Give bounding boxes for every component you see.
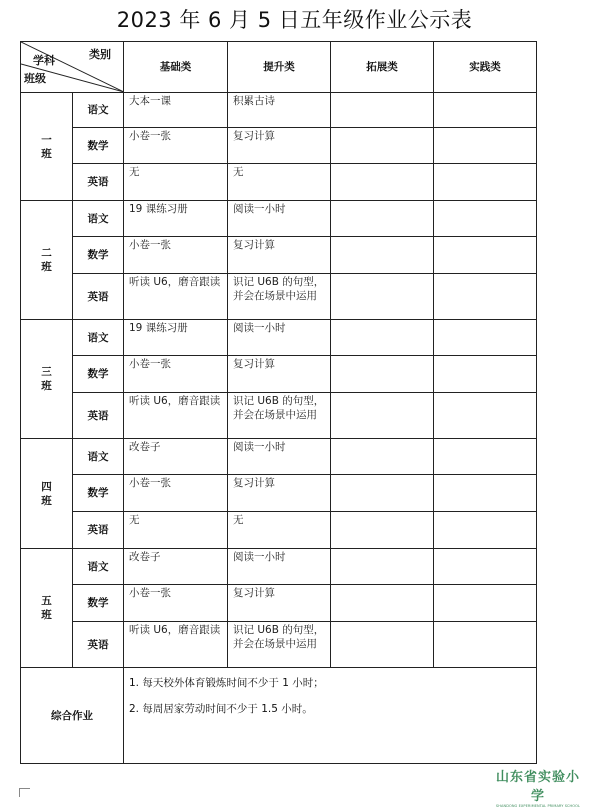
col-header-basic: 基础类 xyxy=(124,42,228,93)
diag-subject-label: 学科 xyxy=(33,54,55,67)
col-header-practice: 实践类 xyxy=(434,42,537,93)
logo-text-cn: 山东省实验小学 xyxy=(495,770,580,804)
header-diagonal-cell xyxy=(21,42,124,93)
class-name-char: 班 xyxy=(41,147,52,160)
basic-homework-cell xyxy=(124,274,228,320)
table-row xyxy=(21,128,537,164)
basic-homework-text: 小卷一张 xyxy=(129,239,171,251)
practice-homework-cell xyxy=(434,393,537,439)
basic-homework-text: 改卷子 xyxy=(129,441,161,453)
expand-homework-cell xyxy=(331,512,434,549)
subject-cell: 英语 xyxy=(73,164,124,201)
advance-homework-cell xyxy=(228,128,331,164)
advance-homework-text: 复习计算 xyxy=(233,239,275,251)
basic-homework-cell xyxy=(124,512,228,549)
table-row xyxy=(21,320,537,356)
summary-row xyxy=(21,668,537,764)
advance-homework-cell xyxy=(228,201,331,237)
basic-homework-text: 19 课练习册 xyxy=(129,203,188,215)
practice-homework-cell xyxy=(434,585,537,622)
class-name-cell xyxy=(21,201,73,320)
advance-homework-text: 识记 U6B 的句型，并会在场景中运用 xyxy=(233,624,325,650)
basic-homework-text: 小卷一张 xyxy=(129,587,171,599)
subject-cell: 英语 xyxy=(73,393,124,439)
advance-homework-text: 复习计算 xyxy=(233,587,275,599)
basic-homework-cell xyxy=(124,549,228,585)
table-row xyxy=(21,356,537,393)
practice-homework-cell xyxy=(434,320,537,356)
subject-cell: 语文 xyxy=(73,320,124,356)
advance-homework-cell xyxy=(228,320,331,356)
advance-homework-cell xyxy=(228,622,331,668)
table-row xyxy=(21,393,537,439)
logo-text-en: SHANDONG EXPERIMENTAL PRIMARY SCHOOL xyxy=(495,804,581,808)
advance-homework-text: 积累古诗 xyxy=(233,95,275,107)
advance-homework-text: 无 xyxy=(233,166,244,178)
basic-homework-text: 小卷一张 xyxy=(129,358,171,370)
advance-homework-cell xyxy=(228,164,331,201)
class-name-char: 四 xyxy=(41,480,52,493)
expand-homework-cell xyxy=(331,237,434,274)
subject-cell: 数学 xyxy=(73,128,124,164)
class-name-char: 一 xyxy=(41,133,52,146)
class-name-char: 班 xyxy=(41,380,52,392)
class-name-char: 班 xyxy=(41,494,52,507)
class-name-char: 三 xyxy=(41,366,52,378)
basic-homework-text: 19 课练习册 xyxy=(129,322,188,334)
class-name-cell xyxy=(21,93,73,201)
class-name-char: 班 xyxy=(41,609,52,621)
advance-homework-cell xyxy=(228,585,331,622)
header-row xyxy=(21,42,537,93)
advance-homework-cell xyxy=(228,356,331,393)
practice-homework-cell xyxy=(434,93,537,128)
summary-content xyxy=(124,668,537,764)
practice-homework-cell xyxy=(434,237,537,274)
class-name-char: 二 xyxy=(41,247,52,259)
expand-homework-cell xyxy=(331,622,434,668)
subject-cell: 语文 xyxy=(73,549,124,585)
basic-homework-text: 听读 U6，磨音跟读 xyxy=(129,624,221,636)
advance-homework-text: 无 xyxy=(233,514,244,526)
subject-cell: 数学 xyxy=(73,585,124,622)
advance-homework-cell xyxy=(228,237,331,274)
basic-homework-text: 小卷一张 xyxy=(129,477,171,489)
practice-homework-cell xyxy=(434,622,537,668)
basic-homework-cell xyxy=(124,164,228,201)
basic-homework-cell xyxy=(124,622,228,668)
practice-homework-cell xyxy=(434,549,537,585)
subject-cell: 语文 xyxy=(73,201,124,237)
practice-homework-cell xyxy=(434,475,537,512)
class-name-cell xyxy=(21,320,73,439)
advance-homework-text: 阅读一小时 xyxy=(233,441,286,453)
basic-homework-cell xyxy=(124,393,228,439)
table-row xyxy=(21,237,537,274)
expand-homework-cell xyxy=(331,439,434,475)
basic-homework-text: 小卷一张 xyxy=(129,130,171,142)
expand-homework-cell xyxy=(331,128,434,164)
expand-homework-cell xyxy=(331,93,434,128)
table-row xyxy=(21,93,537,128)
subject-cell: 语文 xyxy=(73,93,124,128)
expand-homework-cell xyxy=(331,201,434,237)
subject-cell: 数学 xyxy=(73,475,124,512)
table-row xyxy=(21,549,537,585)
advance-homework-cell xyxy=(228,274,331,320)
advance-homework-text: 识记 U6B 的句型，并会在场景中运用 xyxy=(233,395,325,421)
practice-homework-cell xyxy=(434,439,537,475)
advance-homework-text: 阅读一小时 xyxy=(233,551,286,563)
advance-homework-cell xyxy=(228,93,331,128)
subject-cell: 英语 xyxy=(73,274,124,320)
class-name-char: 班 xyxy=(41,261,52,273)
table-row xyxy=(21,512,537,549)
expand-homework-cell xyxy=(331,475,434,512)
practice-homework-cell xyxy=(434,274,537,320)
col-header-advance: 提升类 xyxy=(228,42,331,93)
class-name-cell xyxy=(21,549,73,668)
expand-homework-cell xyxy=(331,549,434,585)
advance-homework-text: 复习计算 xyxy=(233,358,275,370)
expand-homework-cell xyxy=(331,274,434,320)
school-logo xyxy=(490,766,586,808)
table-row xyxy=(21,622,537,668)
practice-homework-cell xyxy=(434,356,537,393)
basic-homework-cell xyxy=(124,128,228,164)
practice-homework-cell xyxy=(434,512,537,549)
col-header-expand: 拓展类 xyxy=(331,42,434,93)
advance-homework-text: 识记 U6B 的句型，并会在场景中运用 xyxy=(233,276,325,302)
basic-homework-cell xyxy=(124,585,228,622)
homework-table xyxy=(20,41,537,764)
summary-item: 1. 每天校外体育锻炼时间不少于 1 小时； xyxy=(129,677,324,689)
expand-homework-cell xyxy=(331,356,434,393)
practice-homework-cell xyxy=(434,164,537,201)
expand-homework-cell xyxy=(331,585,434,622)
expand-homework-cell xyxy=(331,320,434,356)
advance-homework-text: 阅读一小时 xyxy=(233,203,286,215)
advance-homework-text: 复习计算 xyxy=(233,477,275,489)
basic-homework-text: 听读 U6，磨音跟读 xyxy=(129,395,221,407)
advance-homework-cell xyxy=(228,439,331,475)
subject-cell: 数学 xyxy=(73,356,124,393)
diag-category-label: 类别 xyxy=(89,48,111,61)
table-row xyxy=(21,475,537,512)
table-row xyxy=(21,274,537,320)
basic-homework-cell xyxy=(124,356,228,393)
advance-homework-cell xyxy=(228,512,331,549)
diag-class-label: 班级 xyxy=(24,72,46,85)
basic-homework-cell xyxy=(124,237,228,274)
advance-homework-text: 复习计算 xyxy=(233,130,275,142)
expand-homework-cell xyxy=(331,164,434,201)
basic-homework-text: 大本一课 xyxy=(129,95,171,107)
basic-homework-text: 改卷子 xyxy=(129,551,161,563)
table-row xyxy=(21,439,537,475)
expand-homework-cell xyxy=(331,393,434,439)
subject-cell: 英语 xyxy=(73,622,124,668)
summary-label: 综合作业 xyxy=(21,668,124,764)
subject-cell: 英语 xyxy=(73,512,124,549)
basic-homework-cell xyxy=(124,475,228,512)
table-row xyxy=(21,201,537,237)
basic-homework-text: 无 xyxy=(129,514,140,526)
practice-homework-cell xyxy=(434,201,537,237)
advance-homework-cell xyxy=(228,475,331,512)
advance-homework-cell xyxy=(228,393,331,439)
summary-item: 2. 每周居家劳动时间不少于 1.5 小时。 xyxy=(129,703,313,715)
advance-homework-cell xyxy=(228,549,331,585)
table-row xyxy=(21,164,537,201)
subject-cell: 数学 xyxy=(73,237,124,274)
subject-cell: 语文 xyxy=(73,439,124,475)
basic-homework-cell xyxy=(124,439,228,475)
basic-homework-cell xyxy=(124,320,228,356)
basic-homework-cell xyxy=(124,201,228,237)
class-name-cell xyxy=(21,439,73,549)
page-title: 2023 年 6 月 5 日五年级作业公示表 xyxy=(116,8,473,32)
advance-homework-text: 阅读一小时 xyxy=(233,322,286,334)
basic-homework-text: 听读 U6，磨音跟读 xyxy=(129,276,221,288)
basic-homework-cell xyxy=(124,93,228,128)
table-row xyxy=(21,585,537,622)
basic-homework-text: 无 xyxy=(129,166,140,178)
class-name-char: 五 xyxy=(41,595,52,607)
practice-homework-cell xyxy=(434,128,537,164)
